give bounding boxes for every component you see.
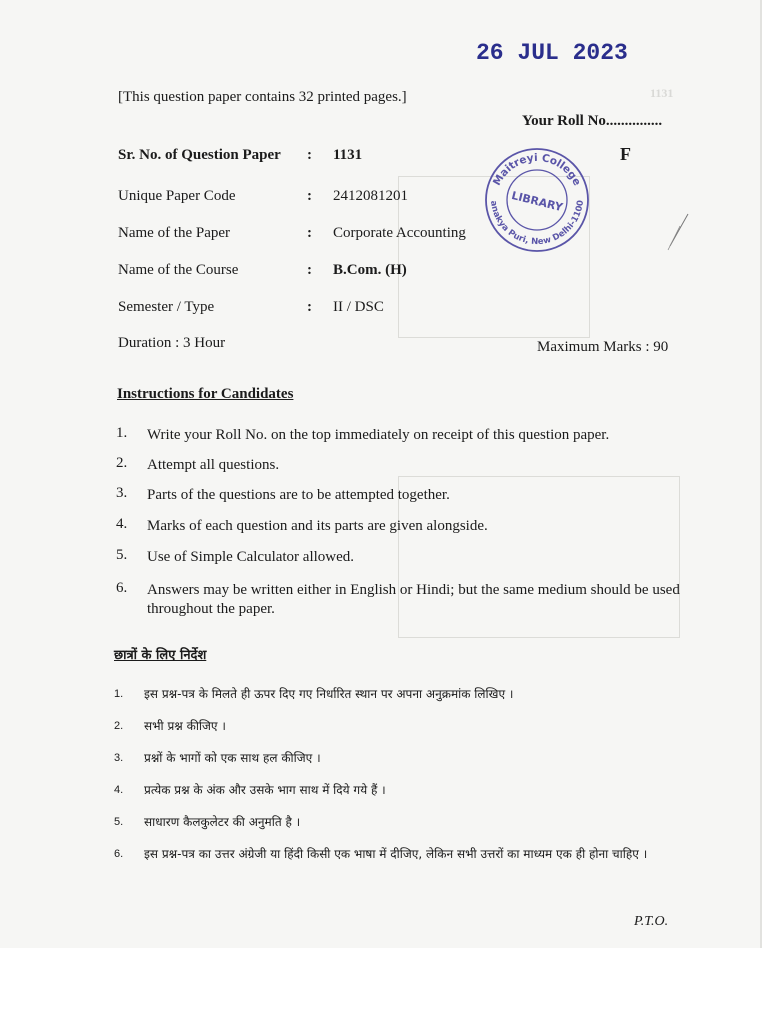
seal-top-text: Maitreyi College [490,151,584,188]
date-stamp: 26 JUL 2023 [476,40,628,66]
roll-no-label: Your Roll No............... [522,113,663,129]
hindi-instruction-text: प्रश्नों के भागों को एक साथ हल कीजिए । [144,751,321,765]
instruction-number: 1. [116,425,128,441]
detail-value: 2412081201 [333,188,408,204]
detail-separator: : [307,147,312,163]
detail-separator: : [307,262,312,278]
hindi-instruction-text: साधारण कैलकुलेटर की अनुमति है । [144,815,301,829]
seal-center-text: LIBRARY [510,188,565,215]
pages-note: [This question paper contains 32 printed pages.] [118,89,407,105]
instruction-text: Attempt all questions. [147,457,280,473]
detail-separator: : [307,225,312,241]
maximum-marks: Maximum Marks : 90 [537,339,669,355]
hindi-instruction-text: इस प्रश्न-पत्र का उत्तर अंग्रेजी या हिंदी किसी एक भाषा में दीजिए, लेकिन सभी उत्तरों का माध्यम एक ही होना चाहिए । [144,847,648,861]
hindi-instruction-number: 3. [114,752,124,764]
instruction-text: Write your Roll No. on the top immediately on receipt of this question paper. [147,427,610,443]
instruction-text: Parts of the questions are to be attempted together. [147,487,450,503]
instruction-number: 4. [116,516,128,532]
hindi-instruction-number: 6. [114,848,124,860]
instruction-text: Answers may be written either in English or Hindi; but the same medium should be used throughout the paper. [147,582,680,617]
hindi-instruction-text: प्रत्येक प्रश्न के अंक और उसके भाग साथ में दिये गये हैं । [144,783,386,797]
library-seal [482,146,592,259]
pen-mark-icon [662,212,692,252]
detail-label: Name of the Course [118,262,239,278]
pto-note: P.T.O. [634,914,669,929]
detail-label: Sr. No. of Question Paper [118,147,281,163]
hindi-instruction-number: 2. [114,720,124,732]
detail-value: B.Com. (H) [333,262,407,278]
detail-value: II / DSC [333,299,384,315]
bleed-through-text: 1131 [650,86,674,100]
instructions-title: Instructions for Candidates [117,386,294,402]
hindi-instruction-number: 4. [114,784,124,796]
instruction-text: Use of Simple Calculator allowed. [147,549,355,565]
detail-label: Name of the Paper [118,225,231,241]
detail-label: Unique Paper Code [118,188,236,204]
hindi-instruction-text: सभी प्रश्न कीजिए । [144,719,226,733]
detail-value: 1131 [333,147,363,163]
detail-label: Duration : 3 Hour [118,335,226,351]
instruction-number: 2. [116,455,128,471]
detail-separator: : [307,299,312,315]
hindi-instruction-number: 1. [114,688,124,700]
library-seal-icon [482,146,592,254]
instruction-number: 5. [116,547,128,563]
seal-bottom-text: anakya Puri, New Delhi-1100 [488,199,587,248]
instruction-number: 6. [116,580,128,596]
paper-set-letter: F [620,144,631,164]
hindi-instruction-number: 5. [114,816,124,828]
detail-label: Semester / Type [118,299,215,315]
detail-separator: : [307,188,312,204]
detail-value: Corporate Accounting [333,225,466,241]
instruction-number: 3. [116,485,128,501]
hindi-instructions-title: छात्रों के लिए निर्देश [114,648,207,663]
instruction-text: Marks of each question and its parts are given alongside. [147,518,488,534]
hindi-instruction-text: इस प्रश्न-पत्र के मिलते ही ऊपर दिए गए निर्धारित स्थान पर अपना अनुक्रमांक लिखिए । [144,687,514,701]
